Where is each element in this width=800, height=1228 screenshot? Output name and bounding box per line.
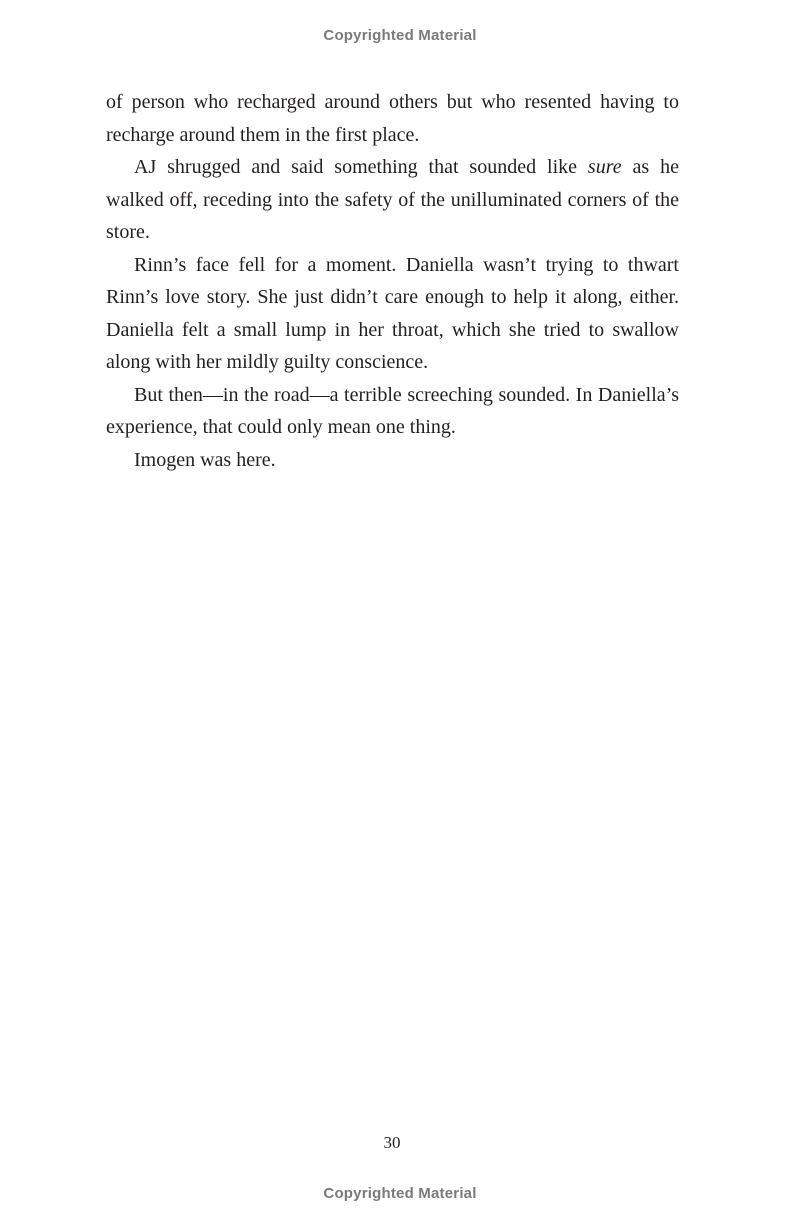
paragraph-imogen: Imogen was here.	[134, 448, 276, 471]
paragraph-text-after-emphasis: as he walked off, receding into the safety of the unilluminated corners of the store.	[106, 156, 679, 243]
page-number: 30	[383, 1133, 401, 1152]
paragraph-continued: of person who recharged around others but who resented having to recharge around them in the first place.	[106, 91, 679, 146]
emphasized-word: sure	[587, 156, 622, 178]
copyright-watermark-bottom: Copyrighted Material	[323, 1185, 477, 1202]
paragraph-screeching: But then—in the road—a terrible screeching sounded. In Daniella’s experience, that could only mean one thing.	[106, 383, 679, 438]
paragraph-aj-shrugged	[106, 151, 679, 249]
page-body-text	[106, 86, 679, 476]
copyright-watermark-top: Copyrighted Material	[323, 27, 477, 44]
paragraph-rinn-face: Rinn’s face fell for a moment. Daniella wasn’t trying to thwart Rinn’s love story. She just didn’t care enough to help it along, either. Daniella felt a small lump in her throat, which she tried to swallow along with her mildly guilty conscience.	[106, 253, 679, 373]
paragraph-text-before-emphasis: AJ shrugged and said something that sounded like	[134, 156, 588, 178]
